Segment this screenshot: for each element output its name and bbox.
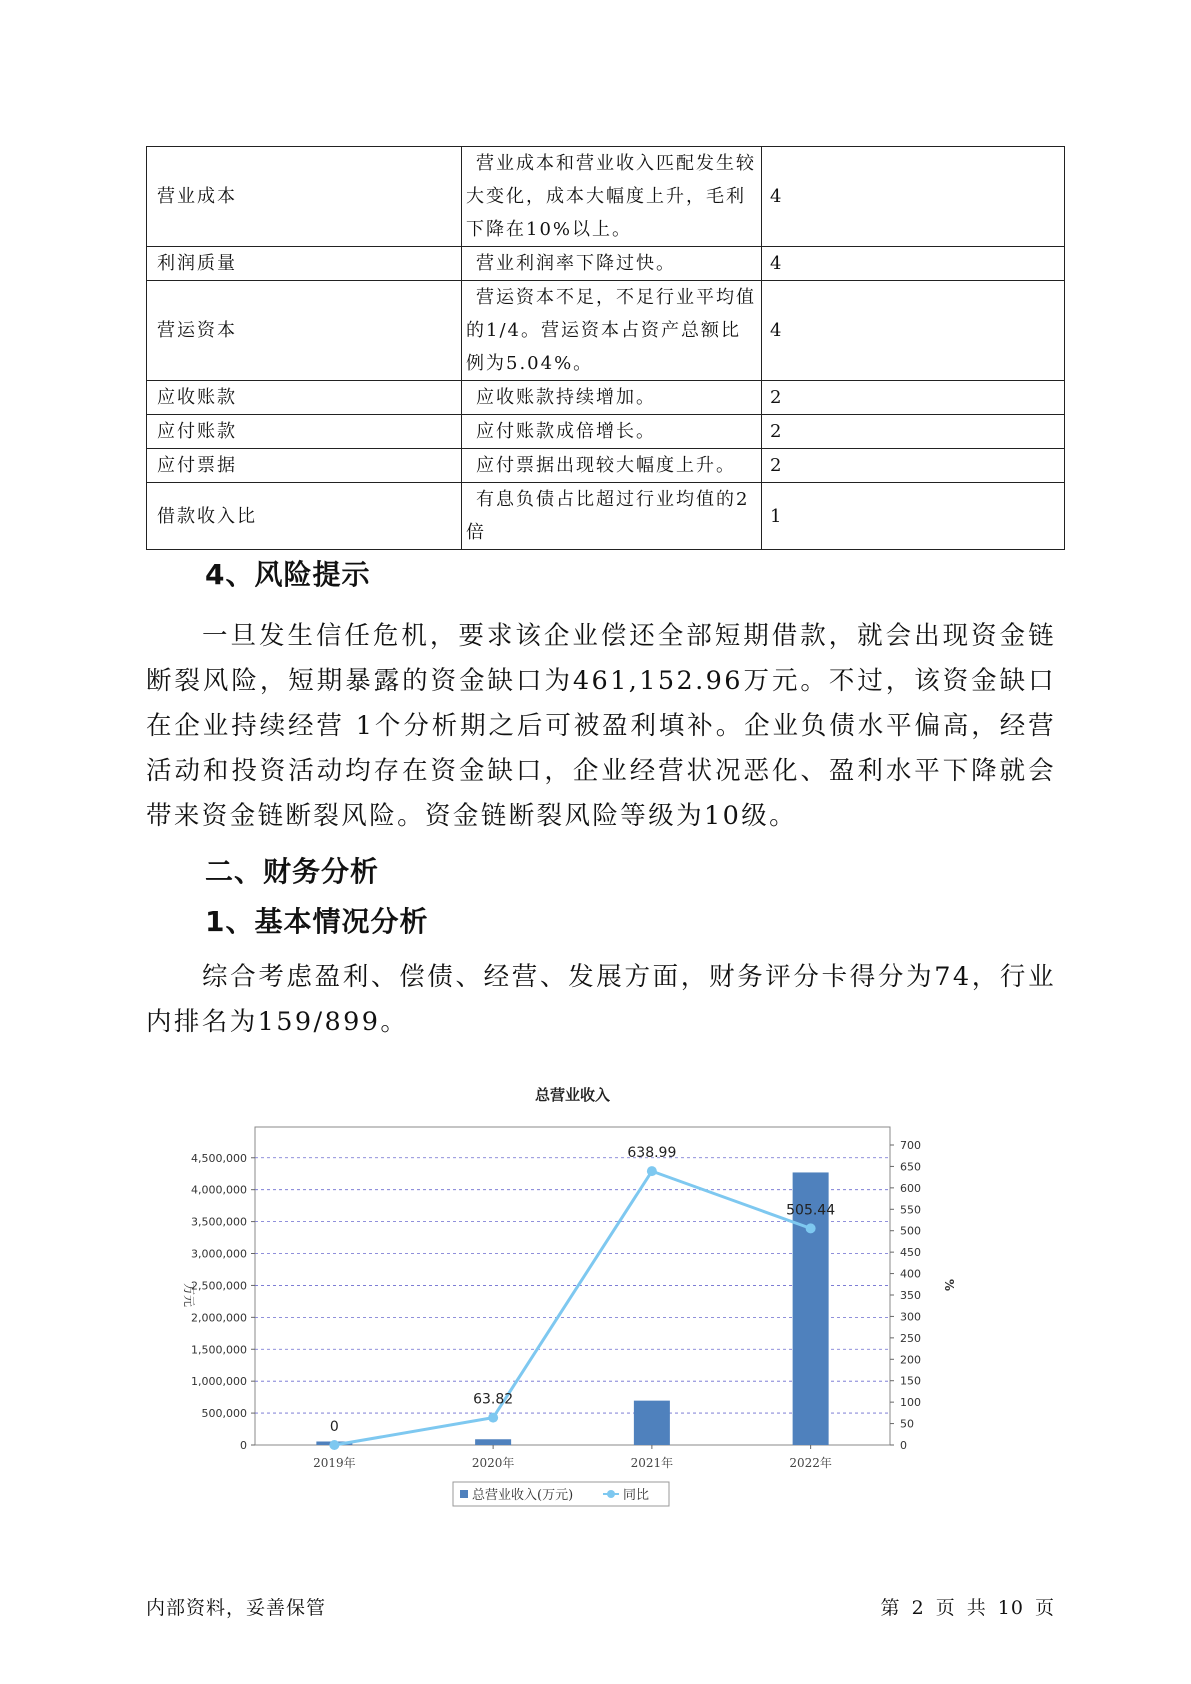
y-tick-label: 3,000,000 <box>191 1247 247 1261</box>
y2-tick-label: 450 <box>900 1246 921 1260</box>
y-tick-label: 2,500,000 <box>191 1279 247 1293</box>
risk-level: 2 <box>770 421 784 442</box>
x-tick-label: 2020年 <box>471 1456 515 1470</box>
y-tick-label: 2,000,000 <box>191 1311 247 1325</box>
risk-description: 营业利润率下降过快。 <box>476 253 676 274</box>
y2-tick-label: 250 <box>900 1331 921 1345</box>
risk-row <box>147 415 1065 449</box>
risk-description: 营运资本不足，不足行业平均值的1/4。营运资本占资产总额比例为5.04%。 <box>466 287 756 374</box>
y2-tick-label: 400 <box>900 1267 921 1281</box>
risk-row <box>147 147 1065 247</box>
y2-tick-label: 0 <box>900 1439 907 1452</box>
revenue-chart <box>180 1065 1060 1535</box>
y-tick-label: 0 <box>240 1439 247 1452</box>
risk-item: 应付票据 <box>157 455 237 476</box>
y2-axis-label: % <box>942 1278 956 1292</box>
y-tick-label: 3,500,000 <box>191 1215 247 1229</box>
risk-item: 营业成本 <box>157 186 237 207</box>
risk-description: 营业成本和营业收入匹配发生较大变化，成本大幅度上升，毛利下降在10%以上。 <box>466 153 756 240</box>
x-tick-label: 2019年 <box>313 1456 356 1470</box>
y2-tick-label: 50 <box>900 1417 914 1431</box>
risk-row <box>147 449 1065 483</box>
risk-row <box>147 483 1065 550</box>
legend-line-marker <box>607 1490 615 1498</box>
risk-heading: 4、风险提示 <box>205 558 371 591</box>
risk-level: 1 <box>770 505 784 527</box>
y2-tick-label: 100 <box>900 1396 921 1410</box>
finance-heading: 二、财务分析 <box>205 855 380 888</box>
yoy-point <box>647 1166 657 1176</box>
basic-analysis-heading: 1、基本情况分析 <box>205 905 429 938</box>
yoy-data-label: 638.99 <box>627 1145 677 1162</box>
risk-level: 4 <box>770 320 784 341</box>
risk-row <box>147 247 1065 281</box>
y2-tick-label: 700 <box>900 1139 921 1152</box>
y-tick-label: 500,000 <box>201 1407 247 1421</box>
y-tick-label: 4,500,000 <box>191 1151 247 1165</box>
y2-tick-label: 200 <box>900 1353 921 1367</box>
yoy-point <box>806 1223 816 1233</box>
y2-tick-label: 350 <box>900 1289 921 1302</box>
risk-table-body <box>147 147 1065 550</box>
risk-row <box>147 281 1065 381</box>
y2-tick-label: 550 <box>900 1203 921 1217</box>
x-tick-label: 2022年 <box>789 1456 832 1470</box>
legend-bar-swatch <box>460 1490 468 1498</box>
revenue-chart-svg <box>180 1065 1060 1535</box>
x-tick-label: 2021年 <box>630 1456 674 1470</box>
y-tick-label: 1,000,000 <box>191 1375 247 1389</box>
risk-description: 有息负债占比超过行业均值的2倍 <box>466 489 750 543</box>
y-tick-label: 4,000,000 <box>191 1183 247 1197</box>
risk-table <box>146 146 1065 550</box>
yoy-point <box>488 1413 498 1423</box>
legend-line-label: 同比 <box>623 1488 650 1503</box>
y2-tick-label: 500 <box>900 1224 921 1238</box>
risk-item: 应收账款 <box>157 387 237 408</box>
yoy-data-label: 505.44 <box>786 1202 836 1219</box>
risk-level: 2 <box>770 455 784 476</box>
risk-level: 4 <box>770 186 784 207</box>
risk-item: 营运资本 <box>157 320 237 341</box>
risk-item: 应付账款 <box>157 421 237 442</box>
risk-paragraph: 一旦发生信任危机，要求该企业偿还全部短期借款，就会出现资金链断裂风险，短期暴露的资金缺口为461,152.96万元。不过，该资金缺口在企业持续经营 1个分析期之后可被盈利填补。企业负债水平偏高，经营活动和投资活动均存在资金缺口，企业经营状况恶化、盈利水平下降就会带来资金链断裂风险。资金链断裂风险等级为10级。 <box>146 621 1056 831</box>
revenue-bar <box>475 1439 511 1445</box>
risk-level: 2 <box>770 387 784 408</box>
yoy-data-label: 0 <box>329 1419 339 1435</box>
yoy-line <box>334 1171 810 1445</box>
chart-title: 总营业收入 <box>534 1086 611 1104</box>
y2-tick-label: 300 <box>900 1310 921 1324</box>
y2-tick-label: 650 <box>900 1160 921 1174</box>
legend-bar-label: 总营业收入(万元) <box>472 1488 574 1503</box>
risk-item: 借款收入比 <box>157 505 257 527</box>
y2-tick-label: 600 <box>900 1181 921 1195</box>
footer-confidential: 内部资料，妥善保管 <box>146 1597 327 1619</box>
y-axis-label: 万元 <box>182 1282 196 1308</box>
y-tick-label: 1,500,000 <box>191 1343 247 1357</box>
footer-page-number: 第 2 页 共 10 页 <box>880 1597 1055 1619</box>
revenue-bar <box>634 1401 670 1445</box>
risk-row <box>147 381 1065 415</box>
risk-description: 应付票据出现较大幅度上升。 <box>476 455 736 476</box>
finance-paragraph: 综合考虑盈利、偿债、经营、发展方面，财务评分卡得分为74，行业内排名为159/899。 <box>146 962 1056 1037</box>
risk-description: 应付账款成倍增长。 <box>476 421 656 442</box>
yoy-point <box>329 1440 339 1450</box>
risk-level: 4 <box>770 253 784 274</box>
y2-tick-label: 150 <box>900 1374 921 1388</box>
risk-item: 利润质量 <box>157 253 237 274</box>
yoy-data-label: 63.82 <box>473 1391 514 1408</box>
risk-description: 应收账款持续增加。 <box>476 387 656 408</box>
